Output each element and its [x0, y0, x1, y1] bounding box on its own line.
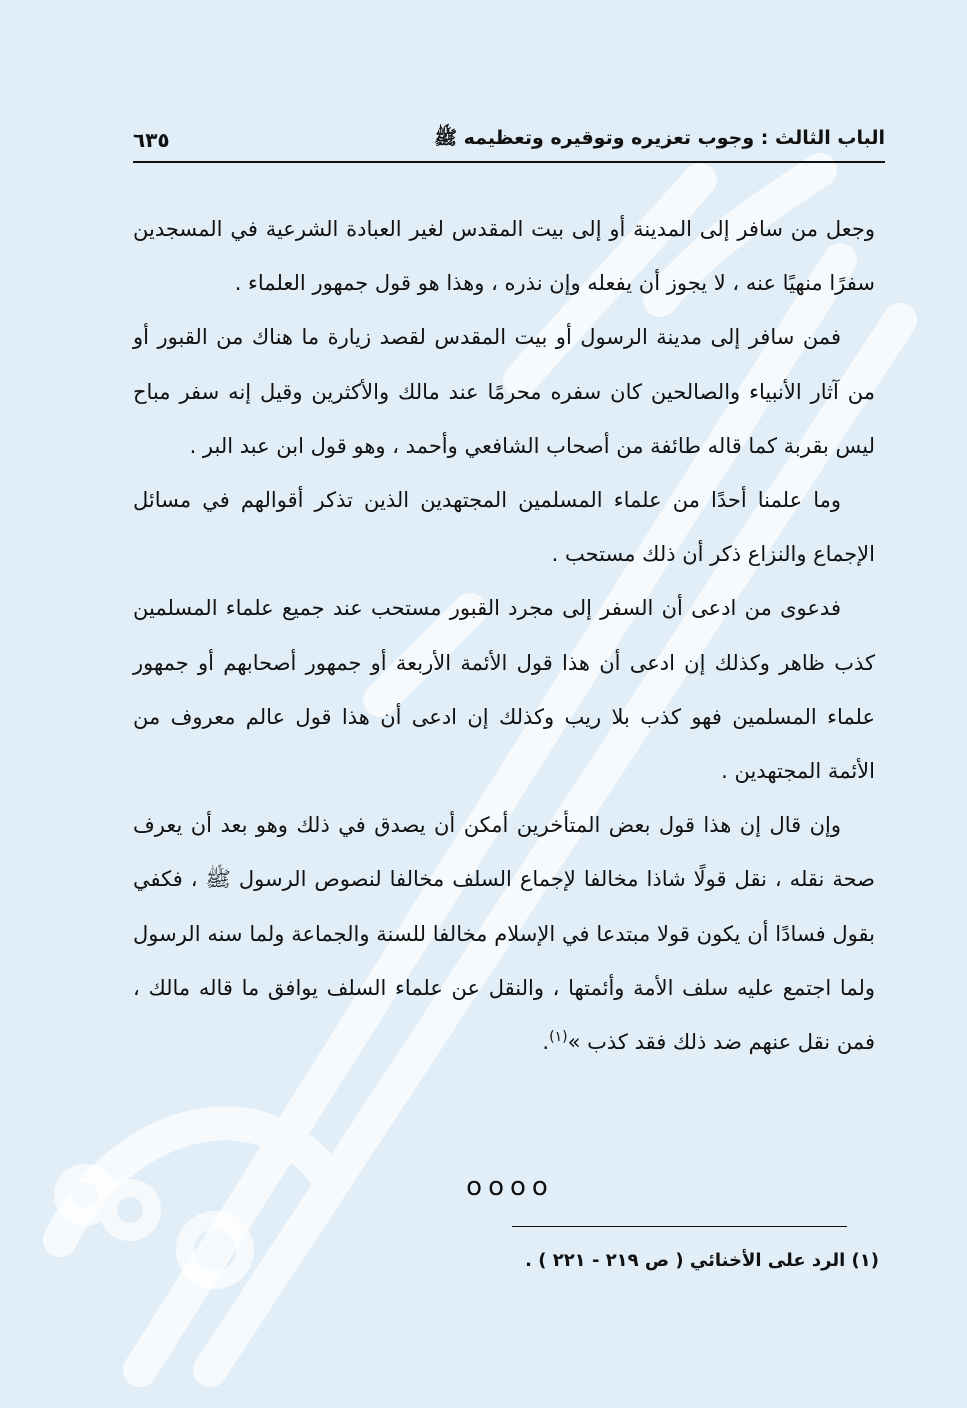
paragraph-last: وإن قال إن هذا قول بعض المتأخرين أمكن أن يصدق في ذلك وهو بعد أن يعرف صحة نقله ، نقل قولًا شاذا مخالفا لإجماع السلف مخالفا لنصوص الرسول ﷺ ، فكفي بقول فسادًا أن يكون قولا مبتدعا في الإسلام مخالفا للسنة والجماعة ولما سنه الرسول ولما اجتمع عليه سلف الأمة وأئمتها ، والنقل عن علماء السلف يوافق ما قاله مالك ، فمن نقل عنهم ضد ذلك فقد كذب »$^{(١)}$. — [133, 813, 875, 1055]
paragraph: وما علمنا أحدًا من علماء المسلمين المجتهدين الذين تذكر أقوالهم في مسائل الإجماع والنزاع ذكر أن ذلك مستحب . — [133, 488, 875, 567]
paragraph: وجعل من سافر إلى المدينة أو إلى بيت المقدس لغير العبادة الشرعية في المسجدين سفرًا منهيًا عنه ، لا يجوز أن يفعله وإن نذره ، وهذا هو قول جمهور العلماء . — [133, 217, 875, 296]
paragraph: فدعوى من ادعى أن السفر إلى مجرد القبور مستحب عند جميع علماء المسلمين كذب ظاهر وكذلك إن ادعى أن هذا قول الأئمة الأربعة أو جمهور أصحابهم أو جمهور علماء المسلمين فهو كذب بلا ريب وكذلك إن ادعى أن هذا قول عالم معروف من الأئمة المجتهدين . — [133, 596, 875, 784]
main-text — [133, 202, 875, 1069]
paragraph: فمن سافر إلى مدينة الرسول أو بيت المقدس لقصد زيارة ما هناك من القبور أو من آثار الأنبياء والصالحين كان سفره محرمًا عند مالك والأكثرين وقيل إنه سفر مباح ليس بقربة كما قاله طائفة من أصحاب الشافعي وأحمد ، وهو قول ابن عبد البر . — [133, 325, 875, 458]
page-number: ٦٣٥ — [133, 128, 170, 152]
section-separator: oooo — [466, 1172, 554, 1202]
footnote-divider — [512, 1226, 847, 1227]
header-divider — [133, 161, 885, 163]
paragraph-text: وإن قال إن هذا قول بعض المتأخرين أمكن أن يصدق في ذلك وهو بعد أن يعرف صحة نقله ، نقل قولًا شاذا مخالفا لإجماع السلف مخالفا لنصوص الرسول ﷺ ، فكفي بقول فسادًا أن يكون قولا مبتدعا في الإسلام مخالفا للسنة والجماعة ولما سنه الرسول ولما اجتمع عليه سلف الأمة وأئمتها ، والنقل عن علماء السلف يوافق ما قاله مالك ، فمن نقل عنهم ضد ذلك فقد كذب » — [133, 813, 875, 1055]
footnote: (١) الرد على الأخنائي ( ص ٢١٩ - ٢٢١ ) . — [525, 1250, 879, 1271]
footnote-reference: (١) — [549, 1029, 568, 1046]
chapter-title: الباب الثالث : وجوب تعزيره وتوقيره وتعظيمه ﷺ — [434, 127, 885, 149]
page-header — [133, 120, 885, 160]
